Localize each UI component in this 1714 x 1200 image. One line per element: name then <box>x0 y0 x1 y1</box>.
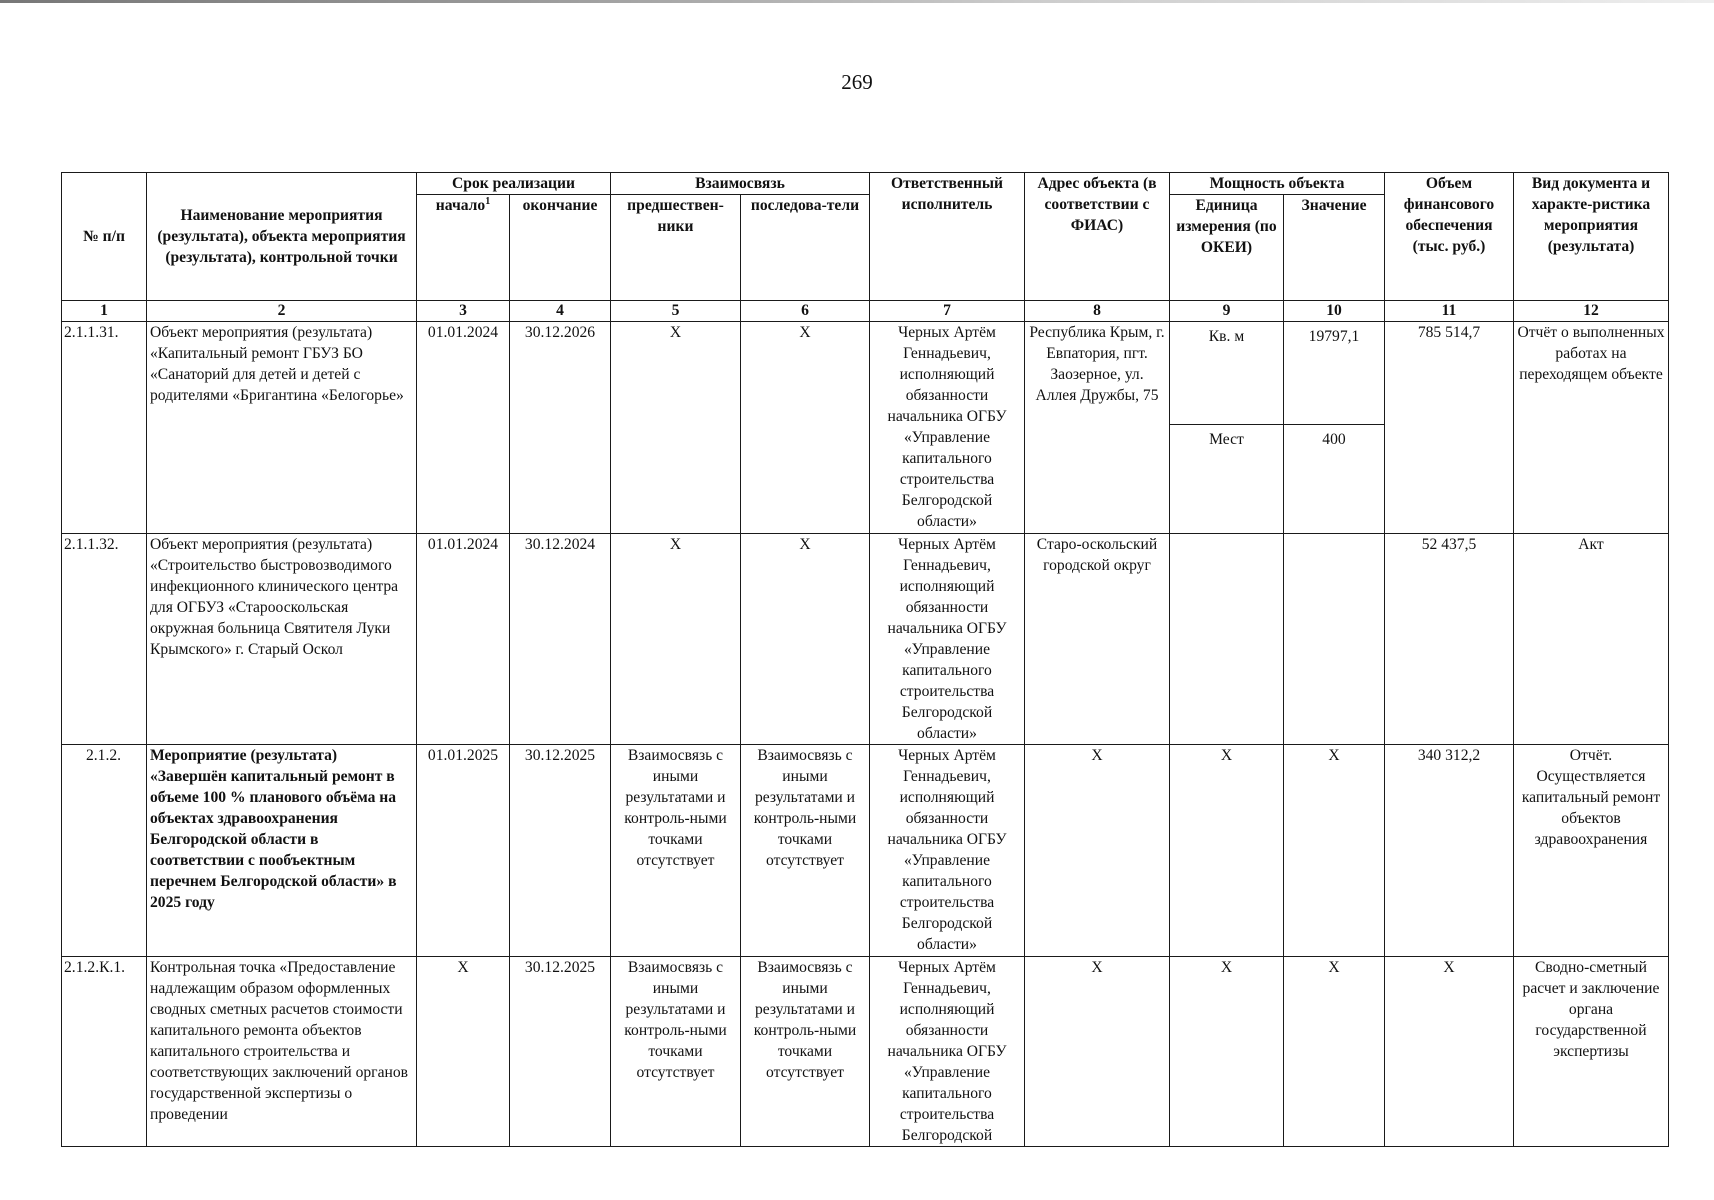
row-document: Сводно-сметный расчет и заключение органа государственной экспертизы <box>1514 957 1669 1147</box>
col-number: 11 <box>1385 301 1514 322</box>
row-successors: X <box>741 322 870 534</box>
row-financing: X <box>1385 957 1514 1147</box>
row-document: Акт <box>1514 534 1669 745</box>
row-responsible: Черных Артём Геннадьевич, исполняющий обязанности начальника ОГБУ «Управление капитального строительства Белгородской <box>870 957 1025 1147</box>
row-start: 01.01.2024 <box>417 534 510 745</box>
header-address: Адрес объекта (в соответствии с ФИАС) <box>1025 173 1170 301</box>
col-number: 4 <box>510 301 611 322</box>
col-number: 9 <box>1170 301 1284 322</box>
row-successors: Взаимосвязь с иными результатами и контроль-ными точками отсутствует <box>741 957 870 1147</box>
col-number: 1 <box>62 301 147 322</box>
table-row <box>62 957 1669 1147</box>
row-address: X <box>1025 745 1170 957</box>
table-row <box>62 534 1669 745</box>
row-predecessors: X <box>611 322 741 534</box>
row-responsible: Черных Артём Геннадьевич, исполняющий обязанности начальника ОГБУ «Управление капитального строительства Белгородской области» <box>870 322 1025 534</box>
row-name: Объект мероприятия (результата) «Капитальный ремонт ГБУЗ БО «Санаторий для детей и детей с родителями «Бригантина «Белогорье» <box>147 322 417 534</box>
col-number: 3 <box>417 301 510 322</box>
row-successors: Взаимосвязь с иными результатами и контроль-ными точками отсутствует <box>741 745 870 957</box>
row-document: Отчёт. Осуществляется капитальный ремонт объектов здравоохранения <box>1514 745 1669 957</box>
row-unit: X <box>1170 745 1284 957</box>
row-number: 2.1.1.32. <box>62 534 147 745</box>
row-document: Отчёт о выполненных работах на переходящем объекте <box>1514 322 1669 534</box>
table-row <box>62 745 1669 957</box>
header-unit: Единица измерения (по ОКЕИ) <box>1170 195 1284 301</box>
row-unit <box>1170 322 1284 534</box>
header-link: Взаимосвязь <box>611 173 870 195</box>
row-end: 30.12.2024 <box>510 534 611 745</box>
row-address: Старо-оскольский городской округ <box>1025 534 1170 745</box>
row-address: X <box>1025 957 1170 1147</box>
unit-places: Мест <box>1209 431 1244 448</box>
row-unit: X <box>1170 957 1284 1147</box>
col-number: 8 <box>1025 301 1170 322</box>
header-capacity: Мощность объекта <box>1170 173 1385 195</box>
row-end: 30.12.2026 <box>510 322 611 534</box>
row-financing: 785 514,7 <box>1385 322 1514 534</box>
col-number: 7 <box>870 301 1025 322</box>
footnote-mark: 1 <box>485 195 491 207</box>
plan-table <box>61 172 1669 1147</box>
row-start: 01.01.2024 <box>417 322 510 534</box>
row-name: Контрольная точка «Предоставление надлежащим образом оформленных сводных сметных расчетов стоимости капитального ремонта объектов капитального строительства и соответствующих заключений органов государственной экспертизы о проведении <box>147 957 417 1147</box>
header-successors: последова-тели <box>741 195 870 301</box>
row-predecessors: Взаимосвязь с иными результатами и контроль-ными точками отсутствует <box>611 745 741 957</box>
row-number: 2.1.2.К.1. <box>62 957 147 1147</box>
row-predecessors: X <box>611 534 741 745</box>
value-area: 19797,1 <box>1284 322 1384 425</box>
row-address: Республика Крым, г. Евпатория, пгт. Заозерное, ул. Аллея Дружбы, 75 <box>1025 322 1170 534</box>
row-number: 2.1.1.31. <box>62 322 147 534</box>
header-name: Наименование мероприятия (результата), объекта мероприятия (результата), контрольной точки <box>147 173 417 301</box>
row-predecessors: Взаимосвязь с иными результатами и контроль-ными точками отсутствует <box>611 957 741 1147</box>
row-responsible: Черных Артём Геннадьевич, исполняющий обязанности начальника ОГБУ «Управление капитального строительства Белгородской области» <box>870 745 1025 957</box>
col-number: 6 <box>741 301 870 322</box>
row-financing: 340 312,2 <box>1385 745 1514 957</box>
header-predecessors: предшествен-ники <box>611 195 741 301</box>
row-start: 01.01.2025 <box>417 745 510 957</box>
header-period: Срок реализации <box>417 173 611 195</box>
row-end: 30.12.2025 <box>510 957 611 1147</box>
header-num: № п/п <box>62 173 147 301</box>
header-document: Вид документа и характе-ристика мероприятия (результата) <box>1514 173 1669 301</box>
row-unit <box>1170 534 1284 745</box>
header-responsible: Ответственный исполнитель <box>870 173 1025 301</box>
row-start: X <box>417 957 510 1147</box>
row-responsible: Черных Артём Геннадьевич, исполняющий обязанности начальника ОГБУ «Управление капитального строительства Белгородской области» <box>870 534 1025 745</box>
col-number: 12 <box>1514 301 1669 322</box>
col-number: 5 <box>611 301 741 322</box>
header-value: Значение <box>1284 195 1385 301</box>
header-start: начало$^1$ <box>417 195 510 301</box>
header-financing: Объем финансового обеспечения (тыс. руб.) <box>1385 173 1514 301</box>
row-end: 30.12.2025 <box>510 745 611 957</box>
row-name: Мероприятие (результата) «Завершён капитальный ремонт в объеме 100 % планового объёма на объектах здравоохранения Белгородской области в соответствии с пообъектным перечнем Белгородской области» в 2025 году <box>147 745 417 957</box>
scan-edge-line <box>0 0 1714 3</box>
row-name: Объект мероприятия (результата) «Строительство быстровозводимого инфекционного клинического центра для ОГБУЗ «Старооскольская окружная больница Святителя Луки Крымского» г. Старый Оскол <box>147 534 417 745</box>
row-value <box>1284 322 1385 534</box>
row-number: 2.1.2. <box>62 745 147 957</box>
table-row <box>62 322 1669 534</box>
value-places: 400 <box>1322 431 1346 448</box>
header-end: окончание <box>510 195 611 301</box>
page-number: 269 <box>841 70 873 94</box>
row-value: X <box>1284 957 1385 1147</box>
unit-area: Кв. м <box>1170 322 1283 425</box>
row-financing: 52 437,5 <box>1385 534 1514 745</box>
row-successors: X <box>741 534 870 745</box>
row-value <box>1284 534 1385 745</box>
col-number: 10 <box>1284 301 1385 322</box>
col-number: 2 <box>147 301 417 322</box>
row-value: X <box>1284 745 1385 957</box>
